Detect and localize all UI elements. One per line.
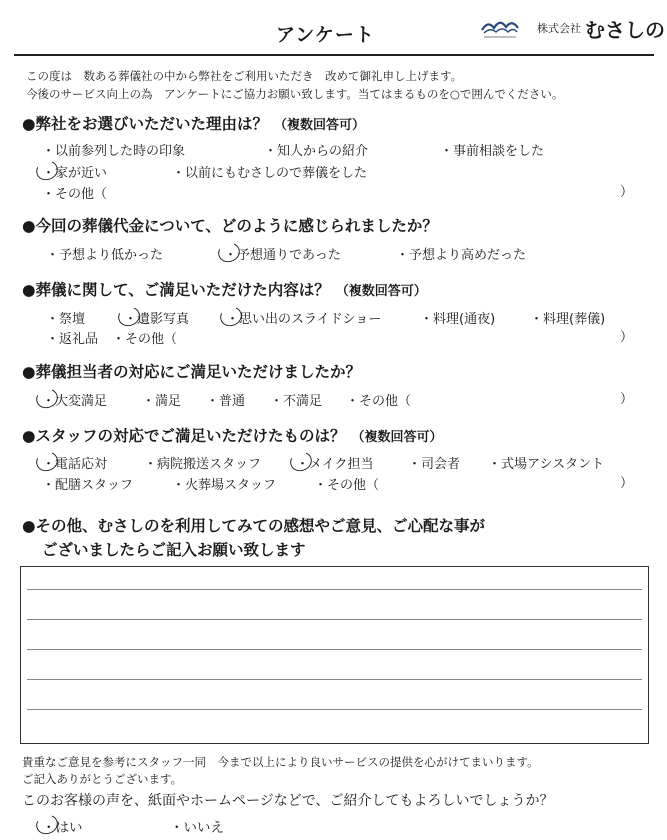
q2-option-lower[interactable]: ・予想より低かった bbox=[46, 248, 164, 263]
question-3-note: （複数回答可） bbox=[335, 284, 427, 299]
q5-option-crematorium[interactable]: ・火葬場スタッフ bbox=[172, 478, 277, 493]
question-2 bbox=[22, 214, 438, 236]
question-1-note: （複数回答可） bbox=[274, 118, 366, 133]
comment-line bbox=[27, 619, 642, 620]
q4-option-satisfied[interactable]: ・満足 bbox=[142, 394, 182, 409]
header-rule bbox=[14, 54, 654, 56]
q3-option-other[interactable]: ・その他（ bbox=[112, 332, 178, 347]
intro-line-2: 今後のサービス向上の為 アンケートにご協力お願い致します。当てはまるものを○で囲んでください。 bbox=[26, 87, 564, 101]
q1-option-consultation[interactable]: ・事前相談をした bbox=[440, 144, 545, 159]
q3-option-food-funeral[interactable]: ・料理(葬儀) bbox=[530, 312, 606, 327]
footer-line-2: ご記入ありがとうございます。 bbox=[22, 772, 183, 786]
page-title: アンケート bbox=[276, 24, 375, 46]
company-name: むさしの bbox=[585, 18, 665, 42]
q1-option-other[interactable]: ・その他（ bbox=[42, 187, 108, 202]
q4-option-very-satisfied[interactable]: ・大変満足 bbox=[42, 394, 108, 409]
q3-close-paren: ） bbox=[620, 330, 634, 345]
q5-close-paren: ） bbox=[620, 476, 634, 491]
question-1-text: ●弊社をお選びいただいた理由は？ bbox=[22, 115, 269, 133]
company-prefix: 株式会社 bbox=[537, 22, 581, 35]
q2-option-higher[interactable]: ・予想より高めだった bbox=[396, 248, 527, 263]
q3-option-altar[interactable]: ・祭壇 bbox=[46, 312, 86, 327]
q3-option-slideshow[interactable]: ・思い出のスライドショー bbox=[226, 312, 382, 327]
q5-option-serving[interactable]: ・配膳スタッフ bbox=[42, 478, 134, 493]
question-4-text: ●葬儀担当者の対応にご満足いただけましたか？ bbox=[22, 363, 362, 381]
question-3-text: ●葬儀に関して、ご満足いただけた内容は？ bbox=[22, 281, 330, 299]
question-5-text: ●スタッフの対応でご満足いただけたものは？ bbox=[22, 427, 346, 445]
permission-option-no[interactable]: ・いいえ bbox=[170, 820, 224, 836]
company-logo-icon bbox=[480, 14, 520, 40]
q1-close-paren: ） bbox=[620, 185, 634, 200]
comment-line bbox=[27, 649, 642, 650]
question-2-text: ●今回の葬儀代金について、どのように感じられましたか？ bbox=[22, 217, 438, 235]
q5-option-phone[interactable]: ・電話応対 bbox=[42, 457, 108, 472]
permission-option-yes[interactable]: ・はい bbox=[42, 820, 83, 836]
comment-line bbox=[27, 709, 642, 710]
q3-option-portrait[interactable]: ・遺影写真 bbox=[124, 312, 190, 327]
q5-option-mc[interactable]: ・司会者 bbox=[408, 457, 461, 472]
comments-prompt-1: ●その他、むさしのを利用してみての感想やご意見、ご心配な事が bbox=[22, 517, 486, 535]
comment-line bbox=[27, 679, 642, 680]
q4-option-other[interactable]: ・その他（ bbox=[346, 394, 412, 409]
question-5-note: （複数回答可） bbox=[351, 430, 443, 445]
comment-box[interactable] bbox=[20, 566, 649, 744]
q5-option-hall-assistant[interactable]: ・式場アシスタント bbox=[488, 457, 605, 472]
q1-option-close-home[interactable]: ・家が近い bbox=[42, 166, 108, 181]
question-3 bbox=[22, 278, 427, 300]
q5-option-other[interactable]: ・その他（ bbox=[314, 478, 380, 493]
question-4 bbox=[22, 360, 361, 382]
q3-option-return-gift[interactable]: ・返礼品 bbox=[46, 332, 99, 347]
question-1 bbox=[22, 112, 365, 134]
q4-option-unsatisfied[interactable]: ・不満足 bbox=[270, 394, 323, 409]
permission-question: このお客様の声を、紙面やホームページなどで、ご紹介してもよろしいでしょうか？ bbox=[22, 793, 554, 809]
q5-option-makeup[interactable]: ・メイク担当 bbox=[296, 457, 374, 472]
comments-prompt-2: ございましたらご記入お願い致します bbox=[42, 541, 306, 559]
q5-option-hospital-transport[interactable]: ・病院搬送スタッフ bbox=[144, 457, 262, 472]
intro-line-1: この度は 数ある葬儀社の中から弊社をご利用いただき 改めて御礼申し上げます。 bbox=[26, 69, 463, 83]
q4-option-normal[interactable]: ・普通 bbox=[206, 394, 246, 409]
q1-option-referral[interactable]: ・知人からの紹介 bbox=[264, 144, 369, 159]
q1-option-impression[interactable]: ・以前参列した時の印象 bbox=[42, 144, 186, 159]
comment-line bbox=[27, 589, 642, 590]
q2-option-as-expected[interactable]: ・予想通りであった bbox=[224, 248, 341, 263]
q4-close-paren: ） bbox=[620, 392, 634, 407]
q3-option-food-wake[interactable]: ・料理(通夜) bbox=[420, 312, 496, 327]
q1-option-previous-use[interactable]: ・以前にもむさしので葬儀をした bbox=[172, 166, 368, 181]
question-5 bbox=[22, 424, 443, 446]
footer-line-1: 貴重なご意見を参考にスタッフ一同 今まで以上により良いサービスの提供を心がけてまいります。 bbox=[22, 755, 539, 769]
